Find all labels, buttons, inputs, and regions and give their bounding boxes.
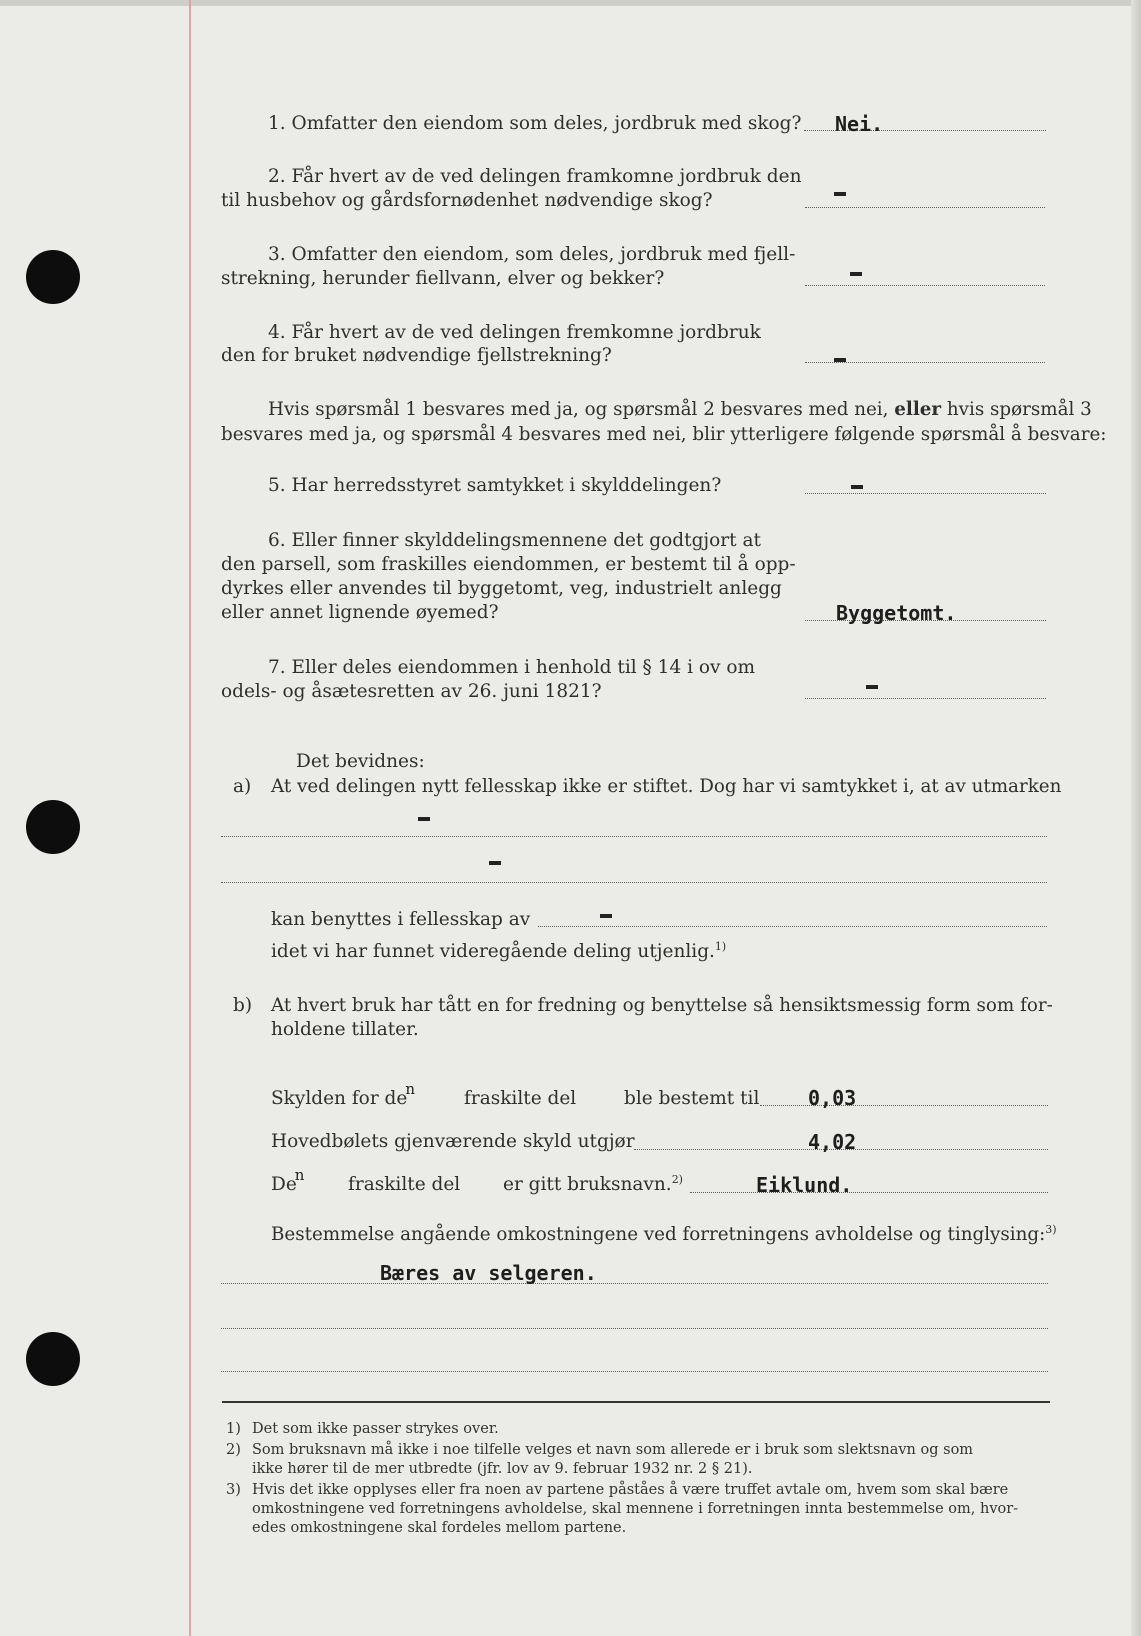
skyld-row-1-label-b: fraskilte del xyxy=(464,1088,577,1109)
skyld-row-1-overlay: n xyxy=(405,1080,416,1098)
question-2-line-1: 2. Får hvert av de ved delingen framkomne jordbruk den xyxy=(268,166,802,187)
question-6-line-2: den parsell, som fraskilles eiendommen, er bestemt til å opp- xyxy=(221,554,796,575)
footnote-2-line-2: ikke hører til de mer utbredte (jfr. lov av 9. februar 1932 nr. 2 § 21). xyxy=(252,1461,753,1477)
answer-line-2 xyxy=(805,207,1045,208)
skyld-row-1-label-c: ble bestemt til xyxy=(624,1088,760,1109)
cost-line-1 xyxy=(221,1283,1048,1284)
question-2-line-2: til husbehov og gårdsfornødenhet nødvendige skog? xyxy=(221,190,713,211)
skyld-row-1-label-a: Skylden for $de^n$ xyxy=(271,1080,416,1109)
answer-line-7 xyxy=(805,698,1046,699)
question-5: 5. Har herredsstyret samtykket i skylddelingen? xyxy=(268,475,722,496)
footnote-3-line-1: Hvis det ikke opplyses eller fra noen av partene påståes å være truffet avtale om, hvem som skal bære xyxy=(252,1482,1009,1498)
shared-use-note: idet vi har funnet videregående deling utjenlig.$^{1)}$ xyxy=(271,939,727,962)
skyld-row-3-value: Eiklund. xyxy=(756,1173,853,1197)
question-6-line-1: 6. Eller finner skylddelingsmennene det godtgjort at xyxy=(268,530,761,551)
question-6-line-3: dyrkes eller anvendes til byggetomt, veg, industrielt anlegg xyxy=(221,578,782,599)
cost-label: Bestemmelse angående omkostningene ved forretningens avholdelse og tinglysing:$^{3)}$ xyxy=(271,1222,1057,1245)
attest-a-text: At ved delingen nytt fellesskap ikke er stiftet. Dog har vi samtykket i, at av utmarken xyxy=(271,776,1062,797)
answer-line-3 xyxy=(805,285,1045,286)
answer-2-dash xyxy=(834,192,846,196)
footnote-separator xyxy=(222,1401,1050,1403)
attest-a-blank-1-dash xyxy=(418,817,430,821)
page-top-edge xyxy=(0,0,1141,6)
shared-use-line xyxy=(538,926,1047,927)
question-6-line-4: eller annet lignende øyemed? xyxy=(221,602,499,623)
question-3-line-1: 3. Omfatter den eiendom, som deles, jordbruk med fjell- xyxy=(268,244,796,265)
footnote-3-line-2: omkostningene ved forretningens avholdelse, skal mennene i forretningen innta bestemmelse om, hvor- xyxy=(252,1501,1019,1517)
attest-b-line-2: holdene tillater. xyxy=(271,1019,419,1040)
question-7-line-1: 7. Eller deles eiendommen i henhold til § 14 i ov om xyxy=(268,657,756,678)
answer-3-dash xyxy=(850,272,862,276)
footnote-3-mark: 3) xyxy=(226,1482,241,1498)
shared-use-label: kan benyttes i fellesskap av xyxy=(271,909,531,930)
footnote-1-line-1: Det som ikke passer strykes over. xyxy=(252,1421,499,1437)
footnote-2-mark: 2) xyxy=(226,1442,241,1458)
punch-hole-middle xyxy=(26,800,80,854)
attest-a-label: a) xyxy=(233,776,252,797)
attest-b-label: b) xyxy=(233,995,253,1016)
margin-rule xyxy=(189,0,191,1636)
question-4-line-2: den for bruket nødvendige fjellstrekning? xyxy=(221,345,612,366)
cost-line-2 xyxy=(221,1328,1048,1329)
attest-a-blank-2-dash xyxy=(489,861,501,865)
footnote-3-line-3: edes omkostningene skal fordeles mellom partene. xyxy=(252,1520,627,1536)
skyld-row-1-line xyxy=(760,1105,1048,1106)
skyld-row-3-line xyxy=(690,1192,1048,1193)
answer-line-5 xyxy=(805,493,1046,494)
question-7-line-2: odels- og åsætesretten av 26. juni 1821? xyxy=(221,681,602,702)
skyld-row-2-label: Hovedbølets gjenværende skyld utgjør xyxy=(271,1131,635,1152)
condition-line-1: Hvis spørsmål 1 besvares med ja, og spørsmål 2 besvares med nei, eller hvis spørsmål 3 xyxy=(268,399,1092,420)
answer-1: Nei. xyxy=(835,112,884,136)
skyld-row-3-label-b: fraskilte del xyxy=(348,1174,461,1195)
skyld-row-2-value: 4,02 xyxy=(808,1130,857,1154)
cost-value: Bæres av selgeren. xyxy=(380,1261,597,1285)
answer-line-4 xyxy=(805,362,1045,363)
attest-b-line-1: At hvert bruk har tått en for fredning og benyttelse så hensiktsmessig form som for- xyxy=(271,995,1053,1016)
skyld-row-3-overlay: n xyxy=(294,1166,305,1184)
punch-hole-bottom xyxy=(26,1332,80,1386)
attest-heading: Det bevidnes: xyxy=(296,751,425,772)
attest-a-blank-line-2 xyxy=(221,882,1047,883)
punch-hole-top xyxy=(26,250,80,304)
skyld-row-1-value: 0,03 xyxy=(808,1086,857,1110)
attest-a-blank-line-1 xyxy=(221,836,1047,837)
footnote-2-line-1: Som bruksnavn må ikke i noe tilfelle velges et navn som allerede er i bruk som slektsnavn og som xyxy=(252,1442,974,1458)
cost-line-3 xyxy=(221,1371,1048,1372)
question-3-line-2: strekning, herunder fiellvann, elver og bekker? xyxy=(221,268,665,289)
skyld-row-3-label-a: De$^n$ xyxy=(271,1166,305,1195)
question-1: 1. Omfatter den eiendom som deles, jordbruk med skog? xyxy=(268,113,802,134)
answer-4-dash xyxy=(834,358,846,362)
shared-use-dash xyxy=(600,914,612,918)
skyld-row-3-label-c: er gitt bruksnavn.$^{2)}$ xyxy=(503,1172,683,1195)
page-right-edge xyxy=(1131,0,1141,1636)
footnote-1-mark: 1) xyxy=(226,1421,241,1437)
answer-7-dash xyxy=(866,685,878,689)
answer-5-dash xyxy=(851,485,863,489)
condition-line-2: besvares med ja, og spørsmål 4 besvares med nei, blir ytterligere følgende spørsmål å besvare: xyxy=(221,424,1107,445)
question-4-line-1: 4. Får hvert av de ved delingen fremkomne jordbruk xyxy=(268,322,761,343)
answer-6: Byggetomt. xyxy=(836,601,957,625)
